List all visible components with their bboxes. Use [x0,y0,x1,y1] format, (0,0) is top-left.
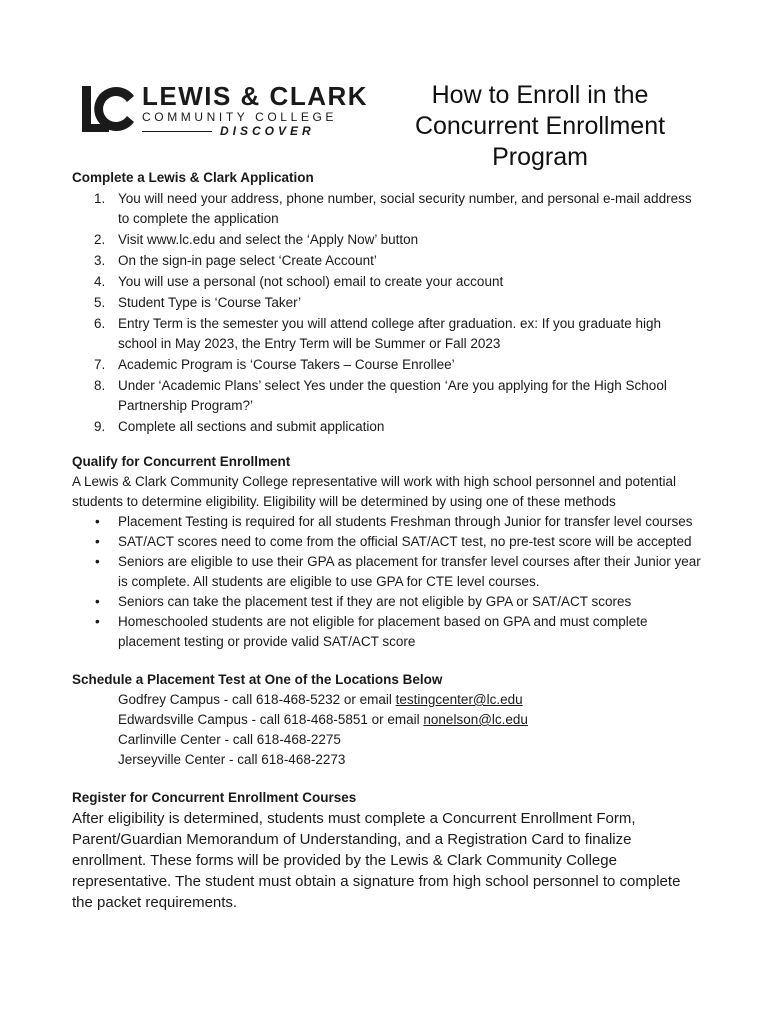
application-steps-list [72,189,702,437]
document-body [72,168,702,913]
college-logo [80,81,369,138]
qualify-intro: A Lewis & Clark Community College representative will work with high school personnel and potential students to determine eligibility. Eligibility will be determined by using one of these methods [72,474,677,509]
location-text: Edwardsville Campus - call 618-468-5851 or email [118,712,424,727]
list-item-text: Student Type is ‘Course Taker’ [118,295,302,310]
page-title: How to Enroll in the Concurrent Enrollment Program [414,81,666,171]
register-body: After eligibility is determined, students must complete a Concurrent Enrollment Form, Parent/Guardian Memorandum of Understanding, and a Registration Card to finalize enrollment. These forms will be provided by the Lewis & Clark Community College representative. The student must obtain a signature from high school personnel to complete the packet requirements. [72,810,681,911]
list-item-text: Complete all sections and submit application [118,419,385,434]
eligibility-list [72,512,702,652]
list-item-number: 8. [94,378,106,393]
email-link[interactable]: nonelson@lc.edu [423,712,528,727]
list-item-text: You will need your address, phone number, social security number, and personal e-mail address to complete the application [118,191,692,226]
section-heading-placement: Schedule a Placement Test at One of the Locations Below [72,672,443,687]
list-item [72,272,702,292]
section-heading-register: Register for Concurrent Enrollment Courses [72,790,357,805]
list-item-number: 2. [94,232,106,247]
list-item [72,355,702,375]
list-item [72,251,702,271]
location-line [72,690,702,710]
list-item [72,230,702,250]
email-link[interactable]: testingcenter@lc.edu [395,692,523,707]
list-item-text: Homeschooled students are not eligible for placement based on GPA and must complete placement testing or provide valid SAT/ACT score [118,614,648,649]
list-item-number: 9. [94,419,106,434]
logo-subtitle: COMMUNITY COLLEGE [142,110,337,124]
list-item-number: 5. [94,295,106,310]
list-item-text: Visit www.lc.edu and select the ‘Apply Now’ button [118,232,419,247]
list-item-number: 1. [94,191,106,206]
list-item-number: 3. [94,253,106,268]
section-heading-qualify: Qualify for Concurrent Enrollment [72,454,291,469]
lc-logo-mark-icon [80,82,136,134]
list-item [72,189,702,229]
list-item [72,552,702,592]
list-item-text: Placement Testing is required for all students Freshman through Junior for transfer level courses [118,514,693,529]
location-line [72,730,702,750]
list-item [72,592,702,612]
list-item-text: Seniors are eligible to use their GPA as placement for transfer level courses after their Junior year is complete. All students are eligible to use GPA for CTE level courses. [118,554,701,589]
bullet-icon: • [95,554,100,569]
section-heading-application: Complete a Lewis & Clark Application [72,170,314,185]
location-line [72,710,702,730]
list-item-text: Seniors can take the placement test if they are not eligible by GPA or SAT/ACT scores [118,594,632,609]
logo-divider [142,131,212,132]
list-item-number: 6. [94,316,106,331]
list-item [72,612,702,652]
bullet-icon: • [95,514,100,529]
list-item-number: 4. [94,274,106,289]
list-item-text: Academic Program is ‘Course Takers – Course Enrollee’ [118,357,455,372]
list-item [72,376,702,416]
list-item-text: Entry Term is the semester you will attend college after graduation. ex: If you graduate high school in May 2023, the Entry Term will be Summer or Fall 2023 [118,316,662,351]
list-item [72,512,702,532]
list-item-number: 7. [94,357,106,372]
list-item [72,532,702,552]
bullet-icon: • [95,594,100,609]
logo-name: LEWIS & CLARK [142,81,369,111]
list-item [72,314,702,354]
list-item-text: You will use a personal (not school) email to create your account [118,274,504,289]
locations-list [72,690,702,770]
location-text: Godfrey Campus - call 618-468-5232 or email [118,692,396,707]
location-text: Jerseyville Center - call 618-468-2273 [118,752,346,767]
bullet-icon: • [95,614,100,629]
bullet-icon: • [95,534,100,549]
list-item [72,417,702,437]
location-text: Carlinville Center - call 618-468-2275 [118,732,341,747]
list-item-text: On the sign-in page select ‘Create Account’ [118,253,377,268]
list-item-text: Under ‘Academic Plans’ select Yes under the question ‘Are you applying for the High School Partnership Program?’ [118,378,667,413]
list-item-text: SAT/ACT scores need to come from the official SAT/ACT test, no pre-test score will be accepted [118,534,692,549]
list-item [72,293,702,313]
logo-tagline: DISCOVER [220,124,315,138]
location-line [72,750,702,770]
